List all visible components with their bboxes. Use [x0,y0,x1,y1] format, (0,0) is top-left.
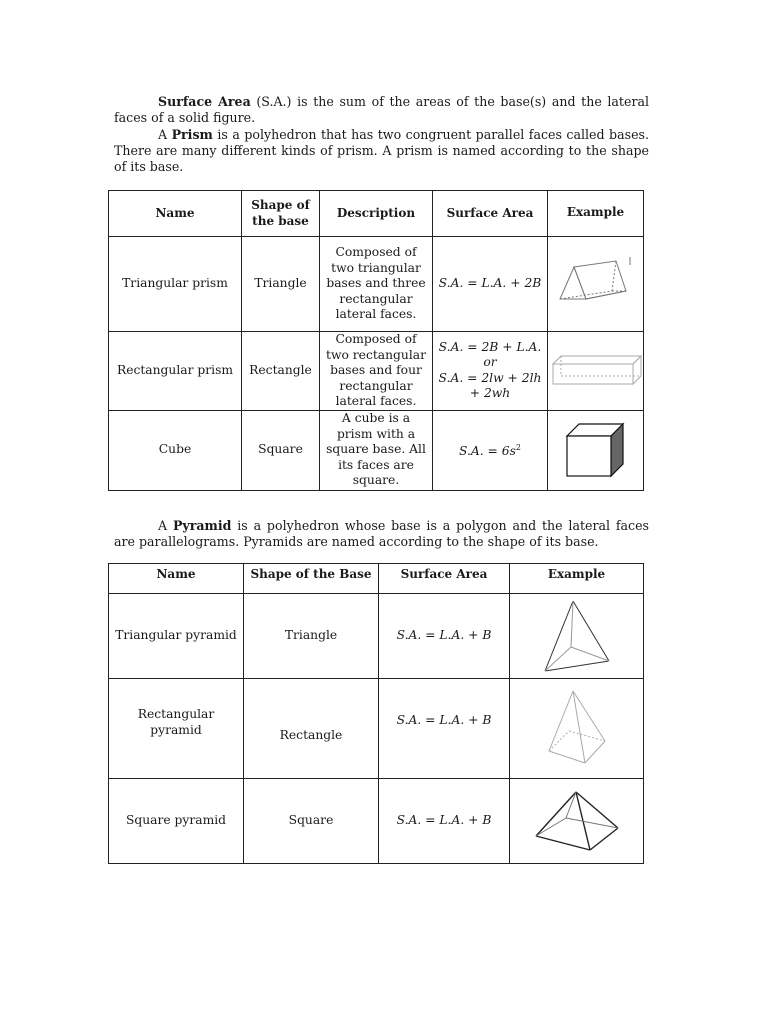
table-row [109,779,644,864]
triangular-prism-icon [556,253,636,315]
triangular-pyramid-icon [541,599,613,673]
rectangular-pyramid-icon [543,689,611,769]
row-name: Triangular prism [109,237,242,332]
row-shape: Square [242,410,320,490]
surface-area-definition: Surface Area (S.A.) is the sum of the areas of the base(s) and the lateral faces of a solid figure. [114,94,649,125]
rectangular-prism-icon [551,354,643,388]
row-name: Rectangular prism [109,332,242,411]
row-description: A cube is a prism with a square base. All its faces are square. [320,410,433,490]
row-example [548,332,644,411]
pyramid-table [108,563,644,864]
header-name: Name [109,191,242,237]
header-example: Example [548,191,644,237]
row-shape: Rectangle [244,679,379,779]
table-row [109,594,644,679]
table-row [109,332,644,411]
row-name: Square pyramid [109,779,244,864]
row-example [510,679,644,779]
table-header-row [109,564,644,594]
row-formula: S.A. = L.A. + B [379,594,510,679]
table-row [109,237,644,332]
row-description: Composed of two triangular bases and three rectangular lateral faces. [320,237,433,332]
header-name: Name [109,564,244,594]
row-shape: Rectangle [242,332,320,411]
row-formula: S.A. = L.A. + B [379,679,510,779]
header-surface-area: Surface Area [379,564,510,594]
row-example [510,779,644,864]
row-formula: S.A. = L.A. + B [379,779,510,864]
row-example [548,237,644,332]
row-name: Rectangular pyramid [109,679,244,779]
prism-term: Prism [171,127,213,142]
row-formula: S.A. = $6s^2$ [433,410,548,490]
cube-icon [565,422,627,478]
row-example [510,594,644,679]
table-row [109,410,644,490]
surface-area-term: Surface Area [158,94,251,109]
row-shape: Square [244,779,379,864]
prism-table [108,190,644,491]
row-name: Cube [109,410,242,490]
row-formula: S.A. = 2B + L.A. or S.A. = 2lw + 2lh + 2wh [433,332,548,411]
header-example: Example [510,564,644,594]
table-header-row [109,191,644,237]
table-row [109,679,644,779]
row-example [548,410,644,490]
pyramid-term: Pyramid [172,518,232,533]
row-shape: Triangle [244,594,379,679]
header-shape: Shape of the base [242,191,320,237]
header-description: Description [320,191,433,237]
row-description: Composed of two rectangular bases and four rectangular lateral faces. [320,332,433,411]
header-shape: Shape of the Base [244,564,379,594]
header-surface-area: Surface Area [433,191,548,237]
square-pyramid-icon [532,788,622,854]
row-formula: S.A. = L.A. + 2B [433,237,548,332]
row-shape: Triangle [242,237,320,332]
row-name: Triangular pyramid [109,594,244,679]
prism-definition: A Prism is a polyhedron that has two congruent parallel faces called bases. There are many different kinds of prism. A prism is named according to the shape of its base. [114,127,649,174]
pyramid-definition: A Pyramid is a polyhedron whose base is a polygon and the lateral faces are parallelograms. Pyramids are named according to the shape of its base. [114,518,649,549]
